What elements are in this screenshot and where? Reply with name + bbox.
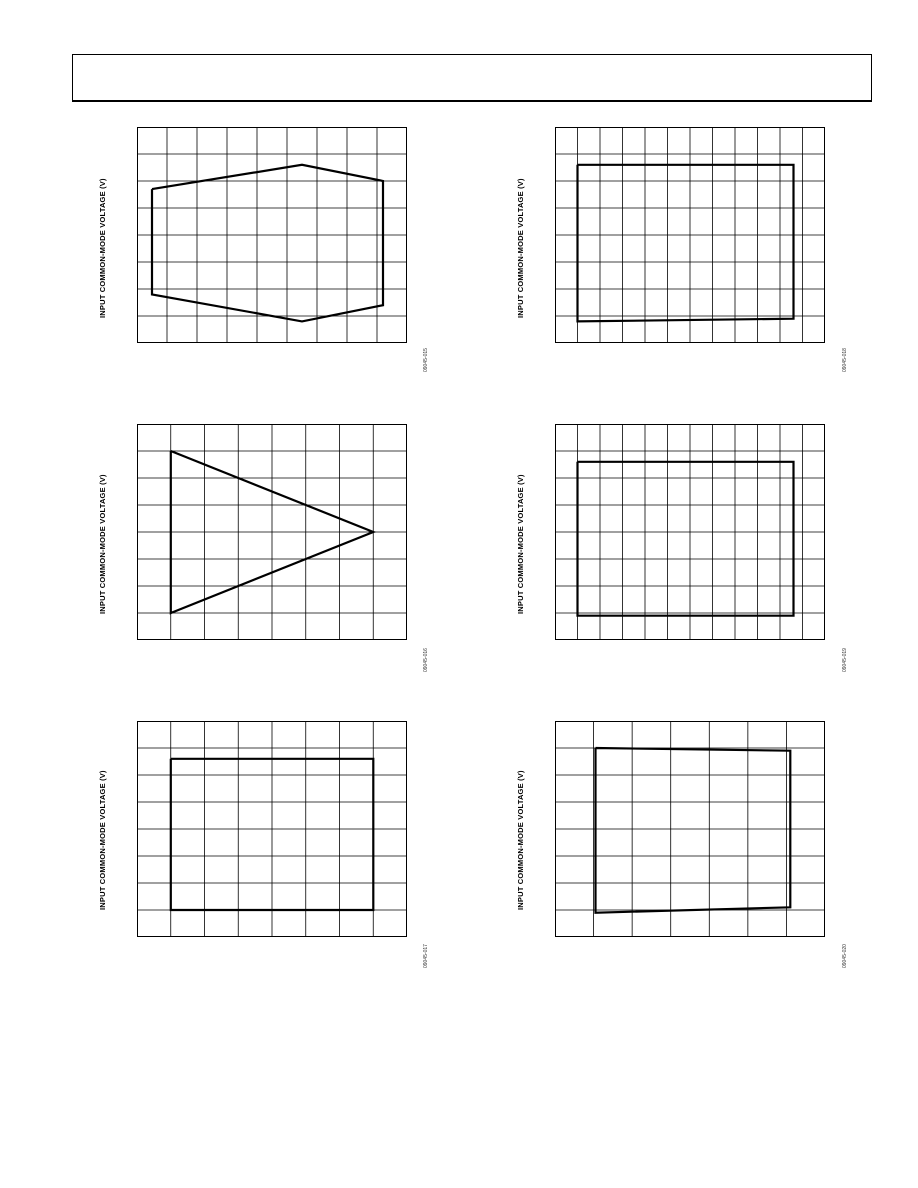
series-line-0 bbox=[152, 165, 383, 322]
chart-panel-09045-017 bbox=[137, 721, 407, 937]
chart-svg bbox=[137, 424, 407, 640]
figure-id: 09045-017 bbox=[423, 944, 429, 968]
chart-panel-09045-019 bbox=[555, 424, 825, 640]
figure-id: 09045-020 bbox=[842, 944, 848, 968]
page-header-box bbox=[72, 54, 872, 102]
figure-id: 09045-019 bbox=[842, 648, 848, 672]
chart-panel-09045-020 bbox=[555, 721, 825, 937]
figure-id: 09045-015 bbox=[423, 348, 429, 372]
chart-panel-09045-015 bbox=[137, 127, 407, 343]
chart-svg bbox=[137, 127, 407, 343]
figure-id: 09045-016 bbox=[423, 648, 429, 672]
y-axis-label: INPUT COMMON-MODE VOLTAGE (V) bbox=[98, 770, 107, 910]
chart-panel-09045-016 bbox=[137, 424, 407, 640]
series-line-0 bbox=[578, 165, 794, 322]
y-axis-label: INPUT COMMON-MODE VOLTAGE (V) bbox=[516, 770, 525, 910]
chart-panel-09045-018 bbox=[555, 127, 825, 343]
chart-svg bbox=[137, 721, 407, 937]
series-line-0 bbox=[578, 462, 794, 616]
y-axis-label: INPUT COMMON-MODE VOLTAGE (V) bbox=[98, 474, 107, 614]
chart-svg bbox=[555, 721, 825, 937]
y-axis-label: INPUT COMMON-MODE VOLTAGE (V) bbox=[98, 178, 107, 318]
y-axis-label: INPUT COMMON-MODE VOLTAGE (V) bbox=[516, 178, 525, 318]
series-line-0 bbox=[596, 748, 791, 913]
chart-svg bbox=[555, 424, 825, 640]
figure-id: 09045-018 bbox=[842, 348, 848, 372]
y-axis-label: INPUT COMMON-MODE VOLTAGE (V) bbox=[516, 474, 525, 614]
chart-svg bbox=[555, 127, 825, 343]
